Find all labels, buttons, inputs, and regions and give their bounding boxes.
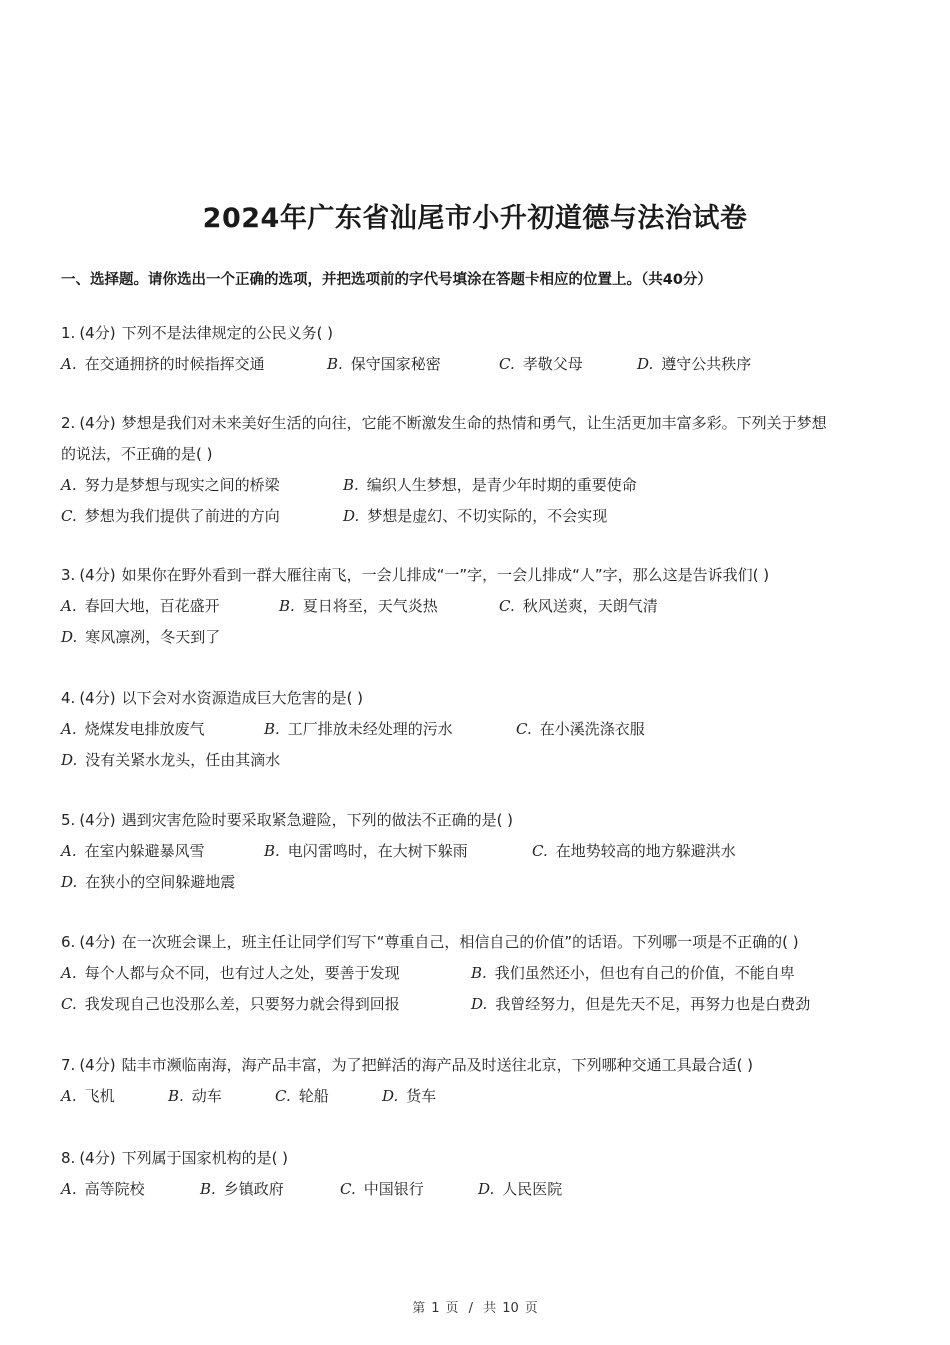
question-1 — [61, 318, 891, 380]
option-c[interactable]: C. 中国银行 — [340, 1180, 424, 1198]
option-d[interactable]: D. 在狭小的空间躲避地震 — [61, 873, 236, 891]
section-header: 一、选择题。请你选出一个正确的选项，并把选项前的字代号填涂在答题卡相应的位置上。（共40分） — [61, 272, 712, 288]
option-a[interactable]: A. 在室内躲避暴风雪 — [61, 842, 205, 860]
option-row — [61, 958, 891, 989]
option-a[interactable]: A. 在交通拥挤的时候指挥交通 — [61, 355, 265, 373]
question-text: 下列不是法律规定的公民义务( ) — [121, 324, 334, 342]
option-row — [61, 714, 891, 745]
option-a[interactable]: A. 春回大地，百花盛开 — [61, 597, 220, 615]
page-title: 2024年广东省汕尾市小升初道德与法治试卷 — [202, 203, 748, 234]
option-row — [61, 989, 891, 1020]
question-4 — [61, 683, 891, 776]
question-stem — [61, 805, 891, 836]
option-b[interactable]: B. 动车 — [168, 1087, 222, 1105]
option-b[interactable]: B. 编织人生梦想，是青少年时期的重要使命 — [343, 476, 637, 494]
question-number: 8. — [61, 1149, 76, 1167]
option-b[interactable]: B. 保守国家秘密 — [327, 355, 441, 373]
question-number: 7. — [61, 1056, 76, 1074]
page-separator: / — [468, 1301, 474, 1316]
question-text: 陆丰市濒临南海，海产品丰富，为了把鲜活的海产品及时送往北京，下列哪种交通工具最合适( ) — [121, 1056, 754, 1074]
question-score: (4分) — [79, 689, 116, 707]
option-row — [61, 349, 891, 380]
option-d[interactable]: D. 寒风凛冽，冬天到了 — [61, 628, 221, 646]
question-7 — [61, 1050, 891, 1112]
question-number: 1. — [61, 324, 76, 342]
option-b[interactable]: B. 工厂排放未经处理的污水 — [264, 720, 453, 738]
option-a[interactable]: A. 烧煤发电排放废气 — [61, 720, 205, 738]
option-a[interactable]: A. 每个人都与众不同，也有过人之处，要善于发现 — [61, 964, 400, 982]
question-text: 下列属于国家机构的是( ) — [121, 1149, 289, 1167]
option-c[interactable]: C. 轮船 — [275, 1087, 329, 1105]
question-number: 4. — [61, 689, 76, 707]
option-row — [61, 591, 891, 622]
question-number: 2. — [61, 414, 76, 432]
question-text: 以下会对水资源造成巨大危害的是( ) — [121, 689, 364, 707]
question-5 — [61, 805, 891, 898]
page-unit: 页 — [445, 1301, 459, 1316]
option-c[interactable]: C. 我发现自己也没那么差，只要努力就会得到回报 — [61, 995, 400, 1013]
question-text: 遇到灾害危险时要采取紧急避险，下列的做法不正确的是( ) — [121, 811, 514, 829]
page-footer — [0, 1297, 950, 1316]
option-d[interactable]: D. 遵守公共秩序 — [637, 355, 752, 373]
option-c[interactable]: C. 梦想为我们提供了前进的方向 — [61, 507, 280, 525]
question-score: (4分) — [79, 414, 116, 432]
option-c[interactable]: C. 在地势较高的地方躲避洪水 — [532, 842, 736, 860]
option-c[interactable]: C. 秋风送爽，天朗气清 — [499, 597, 658, 615]
option-b[interactable]: B. 乡镇政府 — [200, 1180, 284, 1198]
question-score: (4分) — [79, 933, 116, 951]
option-b[interactable]: B. 我们虽然还小，但也有自己的价值，不能自卑 — [471, 964, 795, 982]
option-row — [61, 836, 891, 867]
option-a[interactable]: A. 高等院校 — [61, 1180, 145, 1198]
total-unit: 页 — [524, 1301, 538, 1316]
question-3 — [61, 560, 891, 653]
question-stem — [61, 560, 891, 591]
option-b[interactable]: B. 夏日将至，天气炎热 — [279, 597, 438, 615]
option-b[interactable]: B. 电闪雷鸣时，在大树下躲雨 — [264, 842, 468, 860]
question-stem — [61, 683, 891, 714]
question-stem — [61, 408, 891, 439]
option-d[interactable]: D. 我曾经努力，但是先天不足，再努力也是白费劲 — [471, 995, 811, 1013]
page-current: 1 — [431, 1301, 440, 1316]
option-row — [61, 745, 891, 776]
question-text: 在一次班会课上，班主任让同学们写下“尊重自己，相信自己的价值”的话语。下列哪一项是不正确的( ) — [121, 933, 799, 951]
question-number: 6. — [61, 933, 76, 951]
question-stem — [61, 1143, 891, 1174]
question-stem — [61, 927, 891, 958]
option-d[interactable]: D. 没有关紧水龙头，任由其滴水 — [61, 751, 281, 769]
option-d[interactable]: D. 人民医院 — [478, 1180, 563, 1198]
question-stem — [61, 318, 891, 349]
page-total: 10 — [502, 1301, 519, 1316]
question-score: (4分) — [79, 324, 116, 342]
option-d[interactable]: D. 货车 — [382, 1087, 437, 1105]
page-prefix: 第 — [412, 1301, 426, 1316]
question-score: (4分) — [79, 1149, 116, 1167]
option-c[interactable]: C. 在小溪洗涤衣服 — [516, 720, 645, 738]
option-a[interactable]: A. 努力是梦想与现实之间的桥梁 — [61, 476, 280, 494]
question-score: (4分) — [79, 811, 116, 829]
question-stem — [61, 1050, 891, 1081]
question-2 — [61, 408, 891, 532]
option-d[interactable]: D. 梦想是虚幻、不切实际的，不会实现 — [343, 507, 608, 525]
option-a[interactable]: A. 飞机 — [61, 1087, 115, 1105]
option-row — [61, 867, 891, 898]
question-number: 3. — [61, 566, 76, 584]
total-prefix: 共 — [483, 1301, 497, 1316]
question-number: 5. — [61, 811, 76, 829]
question-score: (4分) — [79, 566, 116, 584]
question-8 — [61, 1143, 891, 1205]
option-c[interactable]: C. 孝敬父母 — [499, 355, 583, 373]
question-6 — [61, 927, 891, 1020]
option-row — [61, 1174, 891, 1205]
question-stem-continued: 的说法，不正确的是( ) — [61, 445, 213, 463]
option-row — [61, 1081, 891, 1112]
question-score: (4分) — [79, 1056, 116, 1074]
option-row — [61, 622, 891, 653]
option-row — [61, 470, 891, 501]
option-row — [61, 501, 891, 532]
question-text: 梦想是我们对未来美好生活的向往，它能不断激发生命的热情和勇气，让生活更加丰富多彩。下列关于梦想 — [121, 414, 827, 432]
question-text: 如果你在野外看到一群大雁往南飞，一会儿排成“一”字，一会儿排成“人”字，那么这是告诉我们( ) — [121, 566, 770, 584]
